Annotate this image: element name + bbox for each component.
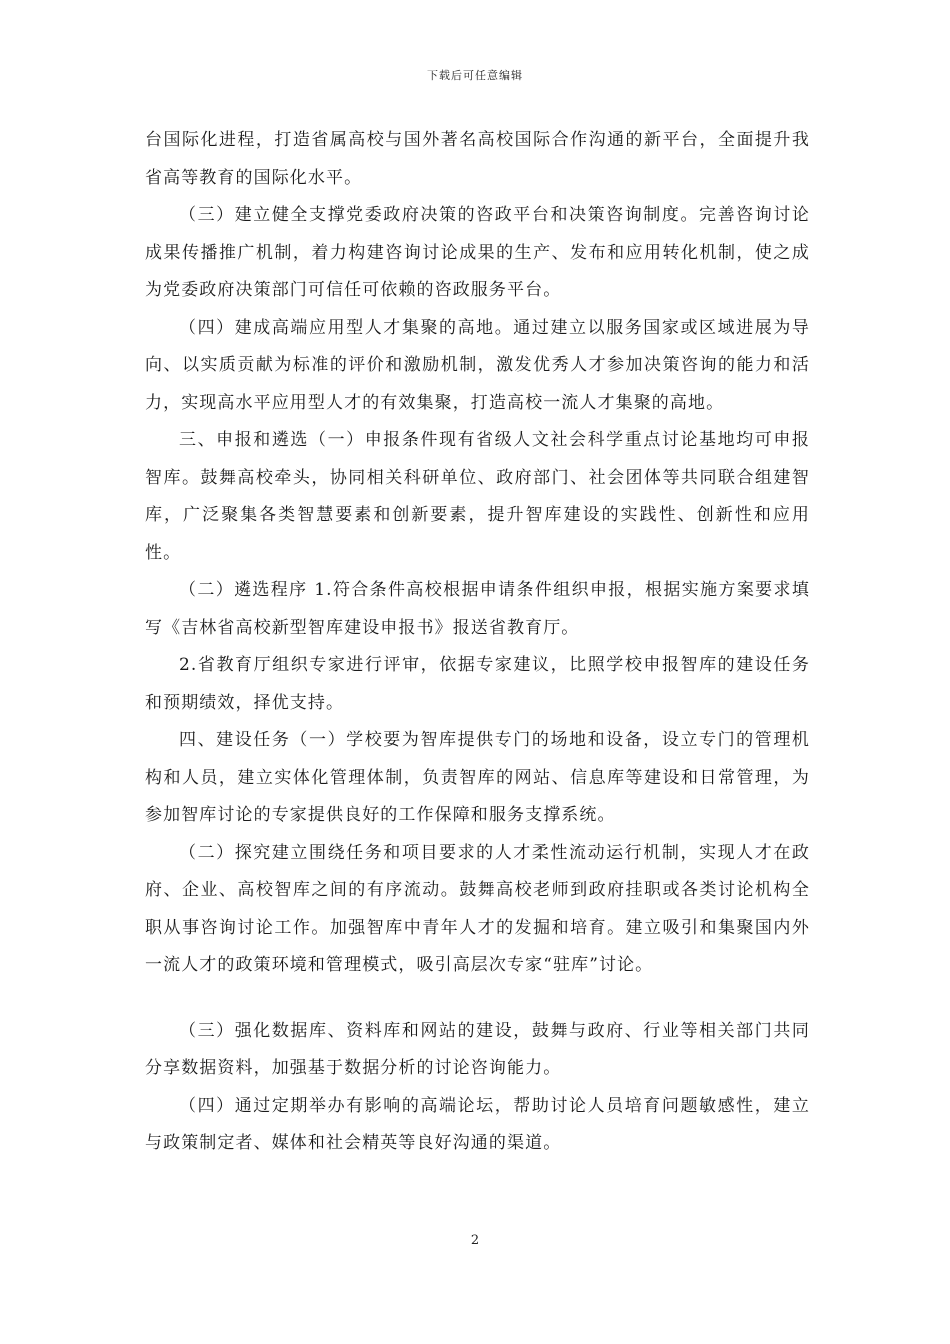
paragraph-review-step: 2.省教育厅组织专家进行评审，依据专家建议，比照学校申报智库的建设任务和预期绩效，择优支持。 xyxy=(145,655,810,713)
paragraph-database-building: （三）强化数据库、资料库和网站的建设，鼓舞与政府、行业等相关部门共同分享数据资料，加强基于数据分析的讨论咨询能力。 xyxy=(145,1020,810,1078)
paragraph-forum: （四）通过定期举办有影响的高端论坛，帮助讨论人员培育问题敏感性，建立与政策制定者、媒体和社会精英等良好沟通的渠道。 xyxy=(145,1095,810,1153)
paragraph-item-three-consulting: （三）建立健全支撑党委政府决策的咨政平台和决策咨询制度。完善咨询讨论成果传播推广机制，着力构建咨询讨论成果的生产、发布和应用转化机制，使之成为党委政府决策部门可信任可依赖的咨政服务平台。 xyxy=(145,205,810,300)
paragraph-talent-mobility: （二）探究建立围绕任务和项目要求的人才柔性流动运行机制，实现人才在政府、企业、高校智库之间的有序流动。鼓舞高校老师到政府挂职或各类讨论机构全职从事咨询讨论工作。加强智库中青年人才的发掘和培育。建立吸引和集聚国内外一流人才的政策环境和管理模式，吸引高层次专家“驻库”讨论。 xyxy=(145,842,810,975)
paragraph-continuation: 台国际化进程，打造省属高校与国外著名高校国际合作沟通的新平台，全面提升我省高等教育的国际化水平。 xyxy=(145,130,810,188)
paragraph-item-four-talent: （四）建成高端应用型人才集聚的高地。通过建立以服务国家或区域进展为导向、以实质贡献为标准的评价和激励机制，激发优秀人才参加决策咨询的能力和活力，实现高水平应用型人才的有效集聚，打造高校一流人才集聚的高地。 xyxy=(145,317,810,413)
paragraph-spacer xyxy=(145,985,810,1013)
document-body xyxy=(145,122,810,1163)
paragraph-selection-procedure: （二）遴选程序 1.符合条件高校根据申请条件组织申报，根据实施方案要求填写《吉林省高校新型智库建设申报书》报送省教育厅。 xyxy=(145,580,810,638)
page-header: 下载后可任意编辑 xyxy=(427,69,523,82)
page-number: 2 xyxy=(470,1233,480,1248)
paragraph-section-three-application: 三、申报和遴选（一）申报条件现有省级人文社会科学重点讨论基地均可申报智库。鼓舞高校牵头，协同相关科研单位、政府部门、社会团体等共同联合组建智库，广泛聚集各类智慧要素和创新要素，提升智库建设的实践性、创新性和应用性。 xyxy=(145,430,810,563)
paragraph-section-four-tasks: 四、建设任务（一）学校要为智库提供专门的场地和设备，设立专门的管理机构和人员，建立实体化管理体制，负责智库的网站、信息库等建设和日常管理，为参加智库讨论的专家提供良好的工作保障和服务支撑系统。 xyxy=(145,730,810,825)
